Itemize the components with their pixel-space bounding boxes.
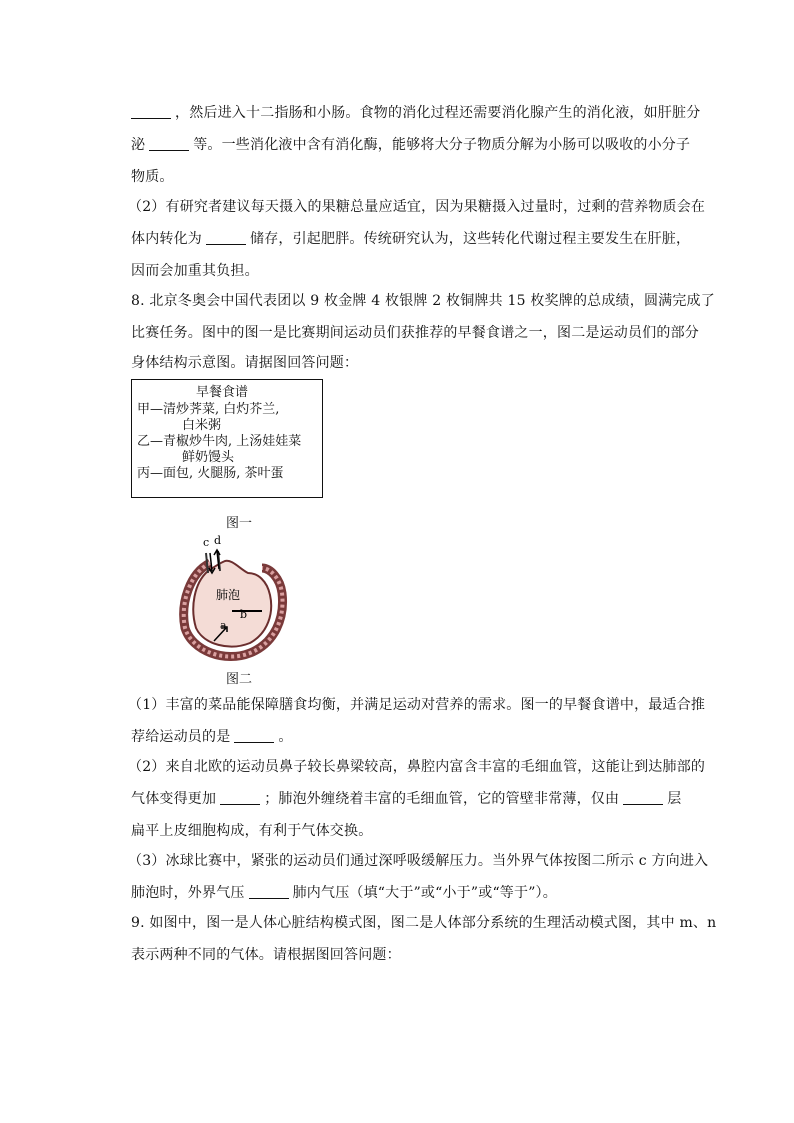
text-line: 因而会加重其负担。 xyxy=(131,263,259,279)
text-line: 体内转化为 储存，引起肥胖。传统研究认为，这些转化代谢过程主要发生在肝脏， xyxy=(131,231,691,247)
text-line: （1）丰富的菜品能保障膳食均衡，并满足运动对营养的需求。图一的早餐食谱中，最适合推 xyxy=(128,697,706,713)
text-line: ，然后进入十二指肠和小肠。食物的消化过程还需要消化腺产生的消化液，如肝脏分 xyxy=(131,103,700,123)
text-line: 荐给运动员的是 。 xyxy=(131,729,293,745)
answer-blank[interactable] xyxy=(234,728,274,743)
text-line: 表示两种不同的气体。请根据图回答问题： xyxy=(131,947,401,963)
text-line: （2）来自北欧的运动员鼻子较长鼻梁较高，鼻腔内富含丰富的毛细血管，这能让到达肺部的 xyxy=(128,759,706,775)
label-alveolus: 肺泡 xyxy=(216,588,241,602)
text-line: 身体结构示意图。请据图回答问题： xyxy=(131,355,359,371)
alveolus-body xyxy=(193,561,271,647)
text-line: 比赛任务。图中的图一是比赛期间运动员们获推荐的早餐食谱之一，图二是运动员们的部分 xyxy=(131,325,699,341)
menu-title: 早餐食谱 xyxy=(196,385,249,400)
answer-blank[interactable] xyxy=(149,136,189,151)
text-line: （2）有研究者建议每天摄入的果糖总量应适宜，因为果糖摄入过量时，过剩的营养物质会在 xyxy=(128,199,706,215)
figure-1-caption: 图一 xyxy=(226,516,253,531)
menu-item: 甲—清炒荠菜, 白灼芥兰, xyxy=(137,402,280,417)
text-line: （3）冰球比赛中，紧张的运动员们通过深呼吸缓解压力。当外界气体按图二所示 c 方向进入 xyxy=(128,853,709,869)
menu-item: 丙—面包, 火腿肠, 茶叶蛋 xyxy=(137,466,284,481)
menu-item: 白米粥 xyxy=(182,418,222,433)
text-line: 物质。 xyxy=(131,169,174,185)
text-line: 肺泡时，外界气压 肺内气压（填“大于”或“小于”或“等于”）。 xyxy=(131,885,557,901)
alveolus-diagram xyxy=(170,533,290,663)
answer-blank[interactable] xyxy=(131,104,171,119)
menu-item: 乙—青椒炒牛肉, 上汤娃娃菜 xyxy=(137,434,302,449)
label-b: b xyxy=(240,608,248,621)
answer-blank[interactable] xyxy=(623,790,663,805)
text-line: 气体变得更加 ；肺泡外缠绕着丰富的毛细血管，它的管壁非常薄，仅由 层 xyxy=(131,791,682,807)
question-9-line: 9. 如图中，图一是人体心脏结构模式图，图二是人体部分系统的生理活动模式图，其中 m、n xyxy=(131,915,717,931)
answer-blank[interactable] xyxy=(249,884,289,899)
breakfast-menu-figure xyxy=(131,379,323,498)
text-line: 扁平上皮细胞构成，有利于气体交换。 xyxy=(131,823,373,839)
answer-blank[interactable] xyxy=(220,790,260,805)
text-line: 泌 等。一些消化液中含有消化酶，能够将大分子物质分解为小肠可以吸收的小分子 xyxy=(131,137,691,153)
question-8-line: 8. 北京冬奥会中国代表团以 9 枚金牌 4 枚银牌 2 枚铜牌共 15 枚奖牌的总成绩，圆满完成了 xyxy=(131,293,715,309)
figure-2-caption: 图二 xyxy=(226,672,253,687)
label-d: d xyxy=(214,534,222,547)
label-a: a xyxy=(220,619,227,632)
answer-blank[interactable] xyxy=(206,230,246,245)
label-c: c xyxy=(203,536,210,549)
menu-item: 鲜奶馒头 xyxy=(182,450,235,465)
